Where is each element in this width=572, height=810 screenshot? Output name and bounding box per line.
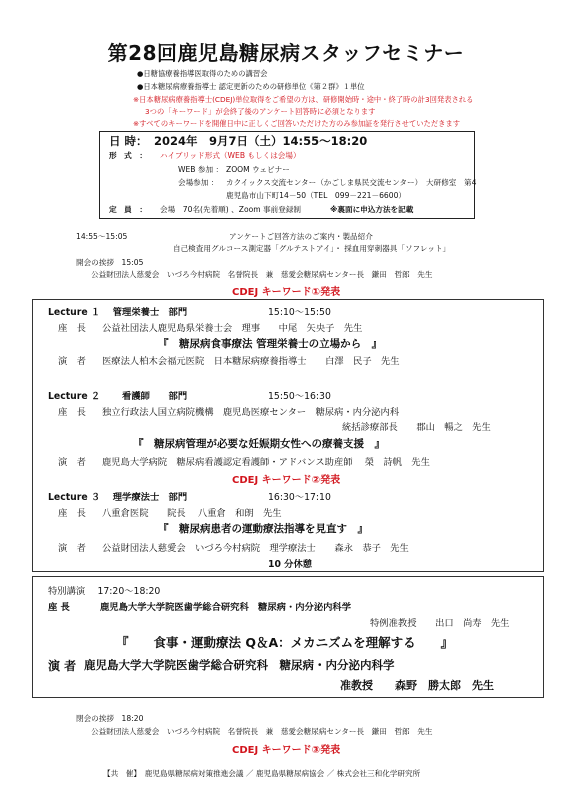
keyword-1: CDEJ キーワード①発表 xyxy=(232,287,341,298)
web-label: WEB 参加 ： xyxy=(178,165,224,174)
venue-value: カクイックス交流センター（かごしま県民交流センター） 大研修室 第4 xyxy=(226,178,477,187)
closing-label: 閉会の挨拶 18:20 xyxy=(76,714,144,723)
lecture-2-speaker: 鹿児島大学病院 糖尿病看護認定看護師・アドバンス助産師 榮 詩帆 先生 xyxy=(102,457,430,468)
lecture-2-chair-label: 座 長 xyxy=(58,407,86,418)
pre-time: 14:55～15:05 xyxy=(76,232,128,241)
red-note-line: 3つの「キーワード」が会終了後のアンケート回答時に必須となります xyxy=(145,107,376,116)
lecture-2-time: 15:50～16:30 xyxy=(268,391,331,402)
lecture-2-header: Lecture ２ 看護師 部門 xyxy=(48,391,188,402)
venue-label: 会場参加 ： xyxy=(178,178,219,187)
keyword-2: CDEJ キーワード②発表 xyxy=(232,475,341,486)
special-header: 特別講演 17:20～18:20 xyxy=(48,586,161,597)
sponsor-footer: 【共 催】 鹿児島県糖尿病対策推進会議 ／ 鹿児島県糖尿病協会 ／ 株式会社三和化学研究所 xyxy=(103,769,421,778)
special-chair: 鹿児島大学大学院医歯学総合研究科 糖尿病・内分泌内科学 xyxy=(100,602,352,613)
venue-address: 鹿児島市山下町14－50（TEL 099－221－6600） xyxy=(226,191,407,200)
opening-label: 開会の挨拶 15:05 xyxy=(76,258,144,267)
lecture-2-chair: 独立行政法人国立病院機構 鹿児島医療センター 糖尿病・内分泌内科 xyxy=(102,407,400,418)
special-speaker-title: 准教授 森野 勝太郎 先生 xyxy=(340,679,494,692)
web-value: ZOOM ウェビナー xyxy=(226,165,290,174)
pre-line1: アンケートご回答方法のご案内・製品紹介 xyxy=(229,232,373,241)
lecture-3-chair: 八重倉医院 院長 八重倉 和朗 先生 xyxy=(102,508,282,519)
special-chair-title: 特例准教授 出口 尚寿 先生 xyxy=(370,618,510,629)
lecture-3-speaker: 公益財団法人慈愛会 いづろ今村病院 理学療法士 森永 恭子 先生 xyxy=(102,543,409,554)
lecture-3-chair-label: 座 長 xyxy=(58,508,86,519)
red-note-line: ※日本糖尿病療養指導士(CDEJ)単位取得をご希望の方は、研修開始時・途中・終了時の計3回発表される xyxy=(133,95,474,104)
red-note-line: ※すべてのキーワードを開催日中に正しくご回答いただけた方のみ参加証を発行させていただきます xyxy=(133,119,461,128)
lecture-1-speaker: 医療法人柏木会福元医院 日本糖尿病療養指導士 白澤 民子 先生 xyxy=(102,356,400,367)
lecture-3-topic: 『 糖尿病患者の運動療法指導を見直す 』 xyxy=(158,523,368,535)
break-label: 10 分休憩 xyxy=(268,559,313,570)
opening-speaker: 公益財団法人慈愛会 いづろ今村病院 名誉院長 兼 慈愛会糖尿病センター長 鎌田 哲郎 先生 xyxy=(91,270,433,279)
lecture-3-header: Lecture ３ 理学療法士 部門 xyxy=(48,492,188,503)
lecture-1-topic: 『 糖尿病食事療法 管理栄養士の立場から 』 xyxy=(158,338,383,350)
lecture-1-speaker-label: 演 者 xyxy=(58,356,86,367)
capacity-label: 定 員 ： xyxy=(109,205,147,214)
lecture-3-speaker-label: 演 者 xyxy=(58,543,86,554)
special-topic: 『 食事・運動療法 Q＆A：メカニズムを理解する 』 xyxy=(116,635,454,650)
keyword-3: CDEJ キーワード③発表 xyxy=(232,745,341,756)
format-value: ハイブリッド形式（WEB もしくは会場） xyxy=(160,151,301,160)
lecture-3-time: 16:30～17:10 xyxy=(268,492,331,503)
closing-speaker: 公益財団法人慈愛会 いづろ今村病院 名誉院長 兼 慈愛会糖尿病センター長 鎌田 哲郎 先生 xyxy=(91,727,433,736)
lecture-2-topic: 『 糖尿病管理が必要な妊娠期女性への療養支援 』 xyxy=(133,438,385,450)
lecture-1-header: Lecture １ 管理栄養士 部門 xyxy=(48,307,188,318)
special-speaker: 鹿児島大学大学院医歯学総合研究科 糖尿病・内分泌内科学 xyxy=(84,658,395,672)
special-speaker-label: 演 者 xyxy=(48,659,77,673)
page-title: 第28回鹿児島糖尿病スタッフセミナー xyxy=(107,41,465,65)
lecture-1-chair: 公益社団法人鹿児島県栄養士会 理事 中尾 矢央子 先生 xyxy=(102,323,363,334)
note-line: ●日本糖尿病療養指導士 認定更新のための研修単位《第２群》１単位 xyxy=(137,82,365,91)
lecture-2-chair-title: 統括診療部長 郡山 暢之 先生 xyxy=(342,422,491,433)
date-label: 日 時： xyxy=(109,134,148,148)
lecture-1-time: 15:10～15:50 xyxy=(268,307,331,318)
pre-line2: 自己検査用グルコース測定器「グルテストアイ」・ 採血用穿刺器具「ソフレット」 xyxy=(173,244,451,253)
capacity-value: 会場 70名(先着順) 、Zoom 事前登録制 xyxy=(160,205,302,214)
special-chair-label: 座 長 xyxy=(48,602,70,613)
date-value: 2024年 9月7日（土）14:55～18:20 xyxy=(154,134,368,148)
lecture-2-speaker-label: 演 者 xyxy=(58,457,86,468)
note-line: ●日糖協療養指導医取得のための講習会 xyxy=(137,69,268,78)
capacity-note: ※裏面に申込方法を記載 xyxy=(330,205,414,214)
lecture-1-chair-label: 座 長 xyxy=(58,323,86,334)
format-label: 形 式 ： xyxy=(109,151,147,160)
